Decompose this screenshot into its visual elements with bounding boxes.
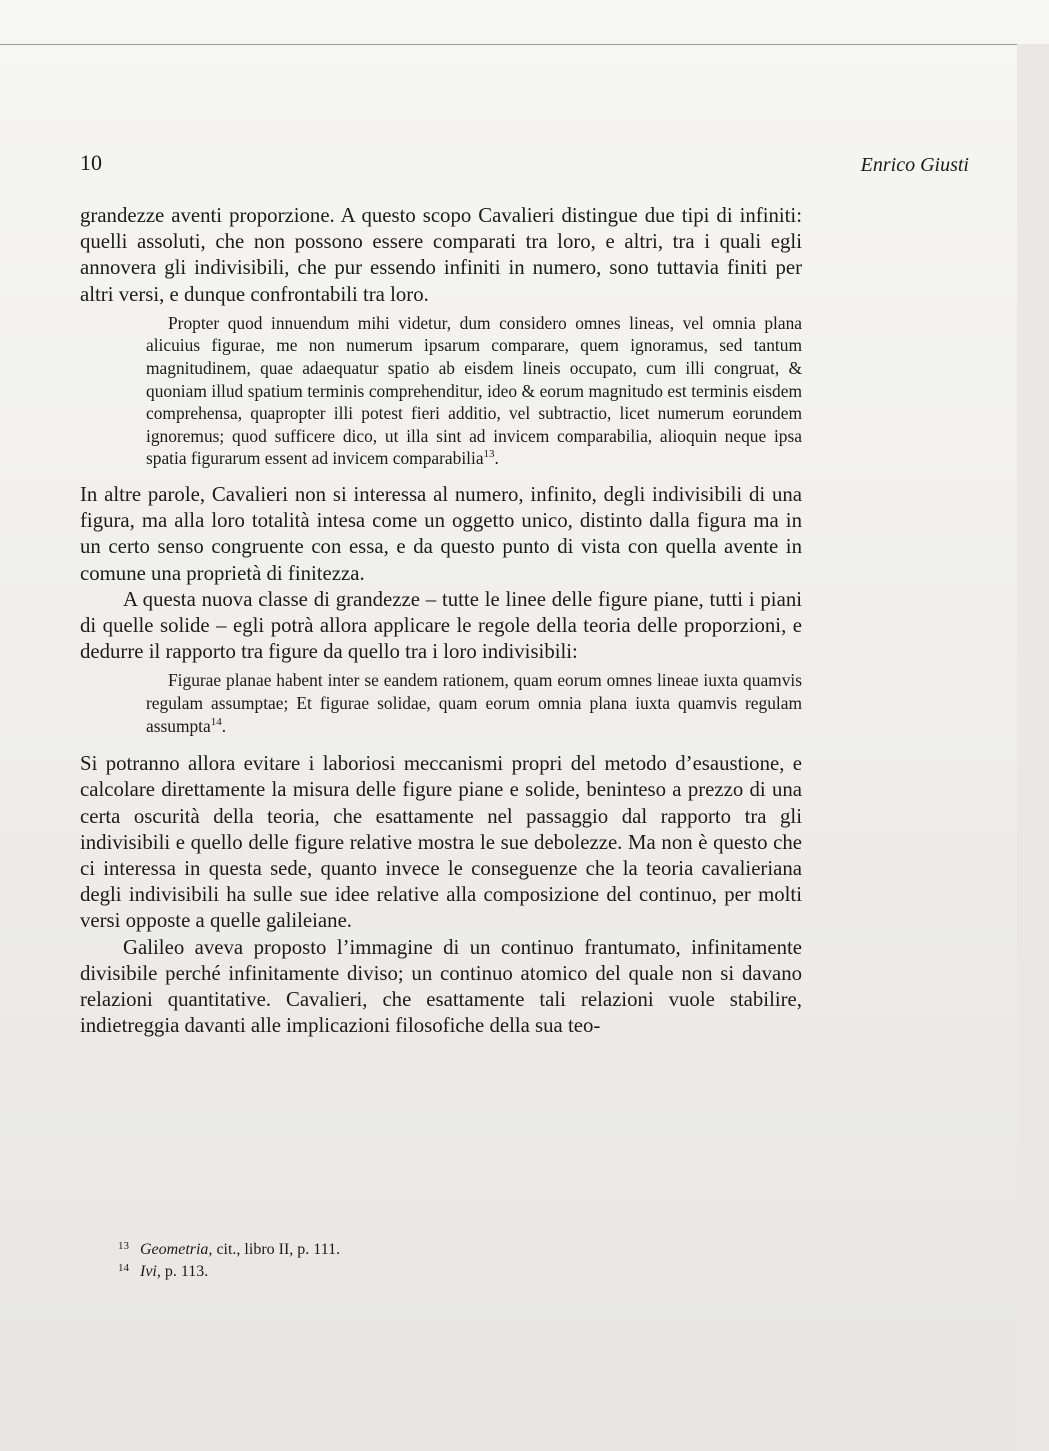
footnote-number: 14	[118, 1262, 129, 1274]
quote-1-text: Propter quod innuendum mihi videtur, dum considero omnes lineas, vel omnia plana alicuius figurae, me non numerum ipsarum comparare, quem ignoramus, sed tantum magnitudinem, quae adaequatur spatio ab eisdem lineis occupato, cum illi congruat, & quoniam illud spatium terminis comprehenditur, ideo & eorum magnitudo est terminis eisdem comprehensa, quapropter illi potest fieri additio, vel subtractio, licet numerum eorundem ignoremus; quod sufficere dico, ut illa sint ad invicem comparabilia, alioquin neque ipsa spatia figurarum essent ad invicem comparabilia	[146, 312, 802, 469]
footnote-title: Ivi,	[140, 1263, 161, 1280]
footnote-rest: p. 113.	[160, 1263, 209, 1280]
main-text	[80, 203, 802, 1039]
footnote-title: Geometria,	[140, 1241, 213, 1258]
paragraph-1: grandezze aventi proporzione. A questo scopo Cavalieri distingue due tipi di infiniti: quelli assoluti, che non possono essere comparati tra loro, e altri, tra i quali egli annovera gli indivisibili, che pur essendo infiniti in numero, sono tuttavia finiti per altri versi, e dunque confrontabili tra loro.	[80, 204, 802, 306]
scan-right-margin	[1017, 44, 1049, 1451]
running-head: Enrico Giusti	[860, 154, 969, 176]
block-quote-2	[146, 669, 802, 737]
scan-top-edge	[0, 44, 1017, 45]
page-header	[80, 150, 969, 180]
footnote-text	[140, 1261, 208, 1283]
footnote-ref-13: 13	[483, 448, 495, 461]
footnote-rest: cit., libro II, p. 111.	[212, 1241, 341, 1258]
paragraph-3: A questa nuova classe di grandezze – tutte le linee delle figure piane, tutti i piani di quelle solide – egli potrà allora applicare le regole della teoria delle proporzioni, e dedurre il rapporto tra figure da quello tra i loro indivisibili:	[80, 587, 802, 664]
footnote-text	[140, 1239, 340, 1261]
paragraph-2: In altre parole, Cavalieri non si interessa al numero, infinito, degli indivisibili di una figura, ma alla loro totalità intesa come un oggetto unico, distinto dalla figura ma in un certo senso congruente con essa, e da questo punto di vista con quella avente in comune una proprietà di finitezza.	[80, 482, 802, 585]
block-quote-1	[146, 312, 802, 470]
quote-2-text: Figurae planae habent inter se eandem rationem, quam eorum omnes lineae iuxta quamvis regulam assumptae; Et figurae solidae, quam eorum omnia plana iuxta quamvis regulam assumpta	[146, 670, 802, 736]
quote-2-end: .	[221, 715, 227, 736]
footnote-13	[118, 1239, 340, 1261]
footnote-number: 13	[118, 1240, 129, 1252]
quote-1-end: .	[494, 448, 499, 469]
page-number: 10	[80, 150, 102, 175]
footnotes	[118, 1239, 340, 1283]
footnote-14	[118, 1261, 340, 1283]
paragraph-5: Galileo aveva proposto l’immagine di un continuo frantumato, infinitamente divisibile perché infinitamente diviso; un continuo atomico del quale non si davano relazioni quantitative. Cavalieri, che esattamente tali relazioni vuole stabilire, indietreggia davanti alle implicazioni filosofiche della sua teo-	[80, 935, 802, 1038]
footnote-ref-14: 14	[210, 715, 222, 728]
paragraph-4: Si potranno allora evitare i laboriosi meccanismi propri del metodo d’esaustione, e calcolare direttamente la misura delle figure piane e solide, beninteso a prezzo di una certa oscurità della teoria, che esattamente nel passaggio dal rapporto tra gli indivisibili e quello delle figure relative mostra le sue debolezze. Ma non è questo che ci interessa in questa sede, quanto invece le conseguenze che la teoria cavalieriana degli indivisibili ha sulle sue idee relative alla composizione del continuo, per molti versi opposte a quelle galileiane.	[80, 752, 802, 933]
